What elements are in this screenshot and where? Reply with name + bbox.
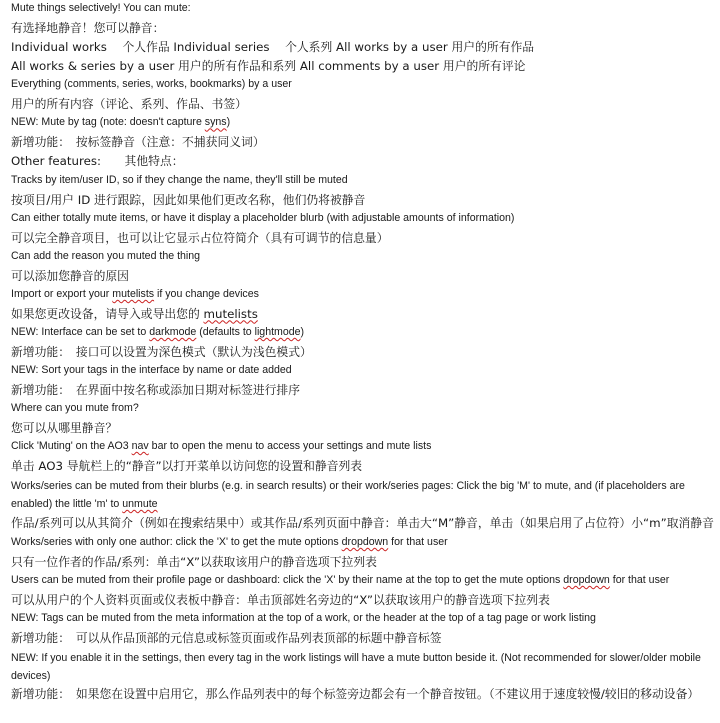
text-line: [11, 554, 717, 573]
text-line: [11, 686, 717, 705]
text-line: [11, 153, 717, 172]
spellcheck-flagged-word: mutelists: [203, 306, 258, 321]
text-segment: for that user: [609, 574, 670, 587]
spellcheck-flagged-word: syns: [204, 116, 227, 129]
text-line: [11, 192, 717, 211]
text-segment: ): [226, 116, 231, 129]
text-segment: 新增功能： 可以从作品顶部的元信息或标签页面或作品列表顶部的标题中静音标签: [11, 631, 442, 646]
text-segment: NEW: Sort your tags in the interface by name or date added: [11, 363, 292, 376]
text-line: [11, 535, 717, 554]
text-line: [11, 363, 717, 382]
spellcheck-flagged-word: mutelists: [112, 287, 155, 300]
spellcheck-flagged-word: lightmode: [254, 325, 301, 338]
text-segment: 如果您更改设备，请导入或导出您的: [11, 306, 204, 321]
text-segment: Can add the reason you muted the thing: [11, 249, 201, 262]
text-segment: if you change devices: [154, 287, 259, 300]
text-line: [11, 96, 717, 115]
text-segment: Where can you mute from?: [11, 401, 139, 414]
text-line: [11, 382, 717, 401]
text-line: [11, 77, 717, 96]
text-line: [11, 134, 717, 153]
text-segment: NEW: Interface can be set to: [11, 325, 150, 338]
text-line: [11, 115, 717, 134]
text-segment: Users can be muted from their profile page or dashboard: click the 'X' by their name at the top to get the mute options: [11, 574, 564, 587]
text-segment: NEW: If you enable it in the settings, then every tag in the work listings will have a mute button beside it. (Not recommended for slower/older mobile devices): [11, 652, 701, 683]
spellcheck-flagged-word: dropdown: [563, 574, 610, 587]
text-segment: Works/series with only one author: click the 'X' to get the mute options: [11, 536, 342, 549]
text-line: [11, 630, 717, 649]
text-segment: for that user: [388, 536, 448, 549]
text-segment: bar to open the menu to access your settings and mute lists: [148, 440, 432, 453]
text-segment: Works/series can be muted from their blurbs (e.g. in search results) or their work/series pages: Click the big 'M' to mute, and (if placeholders are enabled) the little 'm' to: [11, 480, 685, 511]
text-line: [11, 592, 717, 611]
text-line: [11, 268, 717, 287]
text-line: [11, 249, 717, 268]
text-segment: 新增功能： 如果您在设置中启用它，那么作品列表中的每个标签旁边都会有一个静音按钮。（不建议用于速度较慢/较旧的移动设备）: [11, 687, 700, 702]
text-segment: 只有一位作者的作品/系列：单击“X”以获取该用户的静音选项下拉列表: [11, 555, 377, 570]
text-segment: NEW: Tags can be muted from the meta information at the top of a work, or the header at the top of a tag page or work listing: [11, 612, 596, 625]
text-segment: 可以从用户的个人资料页面或仪表板中静音：单击顶部姓名旁边的“X”以获取该用户的静音选项下拉列表: [11, 593, 550, 608]
text-segment: All works & series by a user 用户的所有作品和系列 All comments by a user 用户的所有评论: [11, 59, 526, 74]
text-segment: Everything (comments, series, works, bookmarks) by a user: [11, 78, 292, 91]
text-line: [11, 325, 717, 344]
text-line: [11, 573, 717, 592]
text-line: [11, 230, 717, 249]
text-segment: 可以添加您静音的原因: [11, 268, 129, 283]
text-segment: 新增功能： 在界面中按名称或添加日期对标签进行排序: [11, 382, 301, 397]
text-line: [11, 439, 717, 458]
text-segment: ): [300, 325, 305, 338]
text-line: [11, 649, 717, 686]
text-line: [11, 1, 717, 20]
text-line: [11, 344, 717, 363]
text-segment: Other features: 其他特点：: [11, 154, 184, 169]
text-segment: 新增功能： 按标签静音（注意：不捕获同义词）: [11, 135, 265, 150]
text-line: [11, 20, 717, 39]
text-segment: Click 'Muting' on the AO3: [11, 440, 132, 453]
text-segment: 新增功能： 接口可以设置为深色模式（默认为浅色模式）: [11, 344, 312, 359]
text-line: [11, 611, 717, 630]
document-body: [11, 1, 717, 705]
spellcheck-flagged-word: dropdown: [341, 536, 389, 549]
spellcheck-flagged-word: unmute: [122, 498, 158, 511]
spellcheck-flagged-word: nav: [131, 440, 149, 453]
text-line: [11, 514, 717, 535]
text-segment: Tracks by item/user ID, so if they change the name, they'll still be muted: [11, 173, 348, 186]
text-line: [11, 173, 717, 192]
text-line: [11, 58, 717, 77]
text-line: [11, 477, 717, 514]
text-line: [11, 287, 717, 306]
text-segment: Individual works 个人作品 Individual series 个人系列 All works by a user 用户的所有作品: [11, 40, 535, 55]
text-line: [11, 458, 717, 477]
text-line: [11, 211, 717, 230]
text-segment: NEW: Mute by tag (note: doesn't capture: [11, 116, 205, 129]
text-segment: 按项目/用户 ID 进行跟踪，因此如果他们更改名称，他们仍将被静音: [11, 192, 366, 207]
text-line: [11, 401, 717, 420]
text-segment: 可以完全静音项目，也可以让它显示占位符简介（具有可调节的信息量）: [11, 230, 389, 245]
text-line: [11, 39, 717, 58]
text-segment: 用户的所有内容（评论、系列、作品、书签）: [11, 97, 247, 112]
text-segment: (defaults to: [196, 325, 255, 338]
text-line: [11, 306, 717, 325]
text-segment: 作品/系列可以从其简介（例如在搜索结果中）或其作品/系列页面中静音：单击大“M”静音，单击（如果启用了占位符）小“m”取消静音: [11, 516, 714, 531]
text-segment: 有选择地静音！您可以静音：: [11, 20, 165, 35]
text-line: [11, 420, 717, 439]
text-segment: Import or export your: [11, 287, 113, 300]
text-segment: Mute things selectively! You can mute:: [11, 2, 191, 14]
spellcheck-flagged-word: darkmode: [149, 325, 197, 338]
text-segment: 单击 AO3 导航栏上的“静音”以打开菜单以访问您的设置和静音列表: [11, 459, 363, 474]
text-segment: Can either totally mute items, or have it display a placeholder blurb (with adjustable amounts of information): [11, 211, 515, 224]
text-segment: 您可以从哪里静音？: [11, 420, 118, 435]
